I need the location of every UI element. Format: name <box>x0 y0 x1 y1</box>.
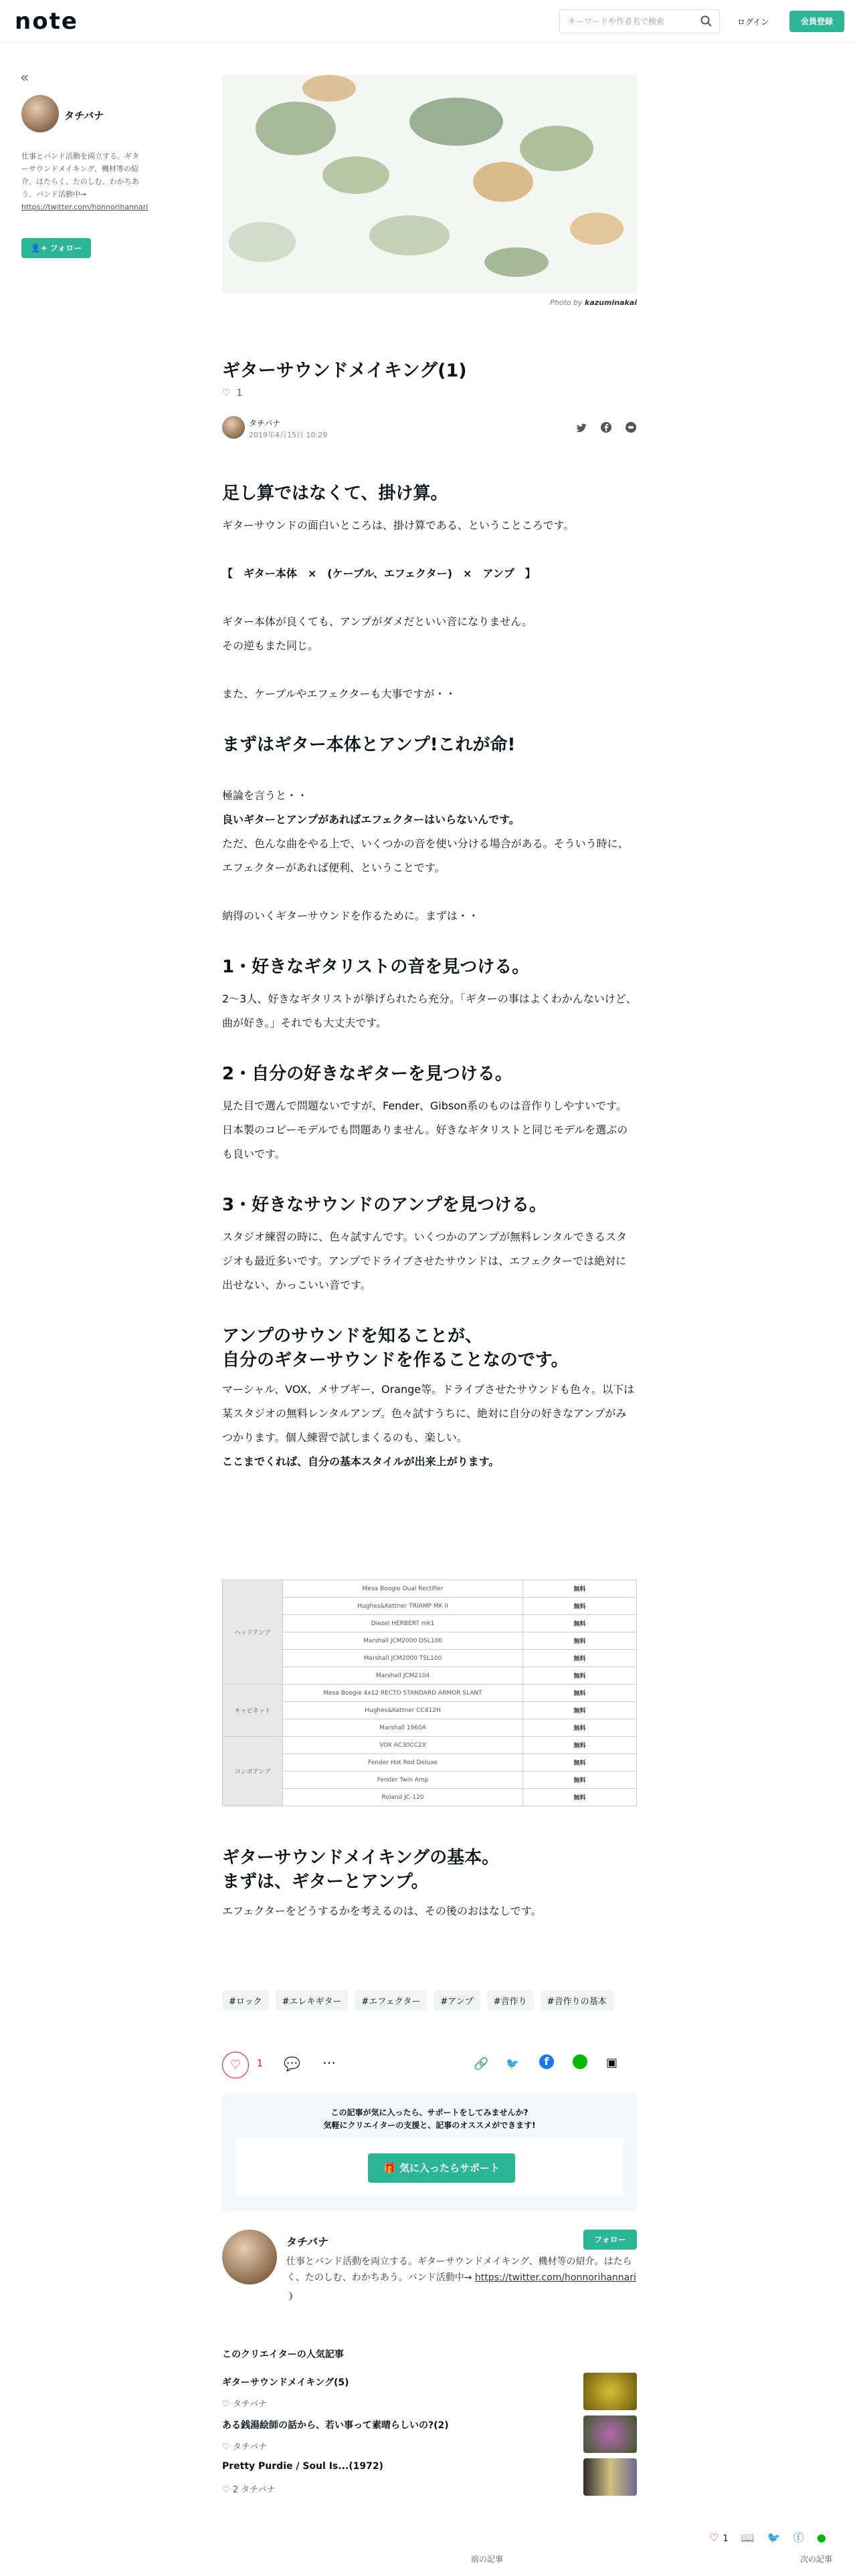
paragraph: 極論を言うと・・ <box>222 789 308 802</box>
next-label[interactable]: 次の記事 <box>799 2555 832 2564</box>
popular-meta <box>222 2440 267 2452</box>
popular-title[interactable]: Pretty Purdie / Soul Is...(1972) <box>222 2461 383 2472</box>
amp-model: Marshall JCM2000 TSL100 <box>283 1650 523 1667</box>
amp-price: 無料 <box>523 1789 637 1806</box>
search-placeholder: キーワードや作者名で検索 <box>568 17 665 26</box>
heart-icon: ♡ <box>222 388 231 399</box>
paragraph: その逆もまた同じ。 <box>222 639 319 652</box>
support-button[interactable] <box>368 2153 515 2183</box>
heading-1: 足し算ではなくて、掛け算。 <box>222 484 448 504</box>
title-like-count: 1 <box>236 388 243 399</box>
tag-list <box>222 1990 620 2011</box>
popular-meta <box>222 2482 275 2495</box>
credit-name[interactable]: kazuminakai <box>585 298 637 307</box>
signup-button[interactable]: 会員登録 <box>789 11 844 32</box>
hero-image <box>222 75 637 293</box>
sidebar-bio-link[interactable]: https://twitter.com/honnorihannari <box>21 203 149 211</box>
paragraph: ただ、色んな曲をやる上で、いくつかの音を使い分ける場合がある。そういう時に、エフェクターがあれば便利、ということです。 <box>222 837 629 874</box>
amp-row <box>223 1702 637 1719</box>
paragraph: 見た目で選んで問題ないですが、Fender、Gibson系のものは音作りしやすいです。日本製のコピーモデルでも問題ありません。好きなギタリストと同じモデルを選ぶのも良いです。 <box>222 1099 628 1160</box>
amp-price: 無料 <box>523 1632 637 1650</box>
profile-bio <box>286 2254 637 2304</box>
heart-icon[interactable]: ♡ <box>222 2485 230 2495</box>
floating-action-bar <box>709 2529 836 2545</box>
amp-group: コンボアンプ <box>223 1737 283 1806</box>
amp-row <box>223 1737 637 1754</box>
heading-6a: アンプのサウンドを知ることが、 <box>222 1326 482 1346</box>
float-twitter-icon[interactable]: 🐦 <box>767 2531 781 2544</box>
like-count: 1 <box>257 2058 263 2069</box>
comment-icon[interactable]: 💬 <box>284 2056 300 2072</box>
user-plus-icon: 👤+ <box>30 243 47 253</box>
amp-price: 無料 <box>523 1737 637 1754</box>
sidebar-name[interactable]: タチバナ <box>64 110 104 122</box>
formula-text: 【 ギター本体 × (ケーブル、エフェクター) × アンプ 】 <box>222 567 536 580</box>
amp-price: 無料 <box>523 1772 637 1789</box>
heading-6b: 自分のギターサウンドを作ることなのです。 <box>222 1350 569 1370</box>
popular-author: タチバナ <box>232 2399 268 2409</box>
amp-row <box>223 1754 637 1772</box>
heading-7b: まずは、ギターとアンプ。 <box>222 1872 429 1892</box>
amp-model: Marshall 1960A <box>283 1719 523 1737</box>
sidebar-follow-label: フォロー <box>50 243 82 253</box>
support-inner <box>235 2137 624 2196</box>
amp-table <box>222 1580 637 1806</box>
article-body-end <box>222 1846 637 1923</box>
support-text <box>222 2107 637 2132</box>
popular-thumbnail[interactable] <box>583 2458 637 2496</box>
heading-3: 1・好きなギタリストの音を見つける。 <box>222 957 530 977</box>
profile-follow-button[interactable]: フォロー <box>583 2230 637 2250</box>
amp-price: 無料 <box>523 1685 637 1702</box>
popular-author: タチバナ <box>241 2485 276 2495</box>
amp-row <box>223 1580 637 1598</box>
top-share-buttons <box>566 421 637 436</box>
link-icon[interactable]: 🔗 <box>474 2057 489 2071</box>
amp-model: Mesa Boogie Dual Rectifier <box>283 1580 523 1598</box>
amp-price: 無料 <box>523 1580 637 1598</box>
float-line-icon[interactable]: ● <box>816 2531 826 2544</box>
amp-model: Roland JC-120 <box>283 1789 523 1806</box>
float-magazine-icon[interactable]: 📖 <box>741 2531 755 2544</box>
popular-thumbnail[interactable] <box>583 2416 637 2453</box>
float-like-count: 1 <box>723 2534 729 2544</box>
amp-row <box>223 1598 637 1615</box>
amp-model: Marshall JCM2104 <box>283 1667 523 1685</box>
credit-prefix: Photo by <box>550 298 583 307</box>
float-facebook-icon[interactable]: ⓕ <box>793 2531 804 2544</box>
popular-heading: このクリエイターの人気記事 <box>222 2349 344 2360</box>
popular-author: タチバナ <box>232 2442 268 2452</box>
heading-5: 3・好きなサウンドのアンプを見つける。 <box>222 1195 547 1215</box>
amp-model: Marshall JCM2000 DSL100 <box>283 1632 523 1650</box>
author-name[interactable]: タチバナ <box>249 419 281 428</box>
twitter-icon[interactable] <box>575 423 587 436</box>
rss-icon[interactable]: ❩ <box>286 2291 294 2302</box>
amp-price: 無料 <box>523 1667 637 1685</box>
heading-2: まずはギター本体とアンプ!これが命! <box>222 735 516 755</box>
more-icon[interactable]: ⋯ <box>322 2054 336 2070</box>
line-share-icon[interactable] <box>573 2054 587 2069</box>
top-header <box>0 0 859 43</box>
popular-item[interactable] <box>222 2375 637 2416</box>
popular-thumbnail[interactable] <box>583 2373 637 2410</box>
paragraph: マーシャル、VOX、メサブギー、Orange等。ドライブさせたサウンドも色々。以下は某スタジオの無料レンタルアンプ。色々試すうちに、絶対に自分の好きなアンプがみつかります。個人練習で試しまくるのも、楽しい。 <box>222 1383 635 1444</box>
search-icon[interactable] <box>700 15 712 27</box>
heading-4: 2・自分の好きなギターを見つける。 <box>222 1064 512 1084</box>
tag-chip[interactable]: #音作り <box>487 1990 534 2011</box>
amp-model: Fender Hot Rod Deluxe <box>283 1754 523 1772</box>
sidebar-bio <box>21 150 149 213</box>
twitter-share-icon[interactable]: 🐦 <box>506 2057 519 2070</box>
amp-row <box>223 1719 637 1737</box>
like-button[interactable]: ♡ <box>222 2052 249 2078</box>
sidebar-avatar[interactable] <box>21 95 59 132</box>
amp-price: 無料 <box>523 1719 637 1737</box>
login-link[interactable]: ログイン <box>737 17 769 27</box>
photo-credit <box>550 298 637 307</box>
line-icon[interactable] <box>625 421 637 436</box>
sidebar-follow-button[interactable] <box>21 238 91 258</box>
amp-model: VOX AC30CC2X <box>283 1737 523 1754</box>
amp-model: Hughes&Kettner CC412H <box>283 1702 523 1719</box>
bold-paragraph: 良いギターとアンプがあればエフェクターはいらないんです。 <box>222 813 520 826</box>
paragraph: スタジオ練習の時に、色々試すんです。いくつかのアンプが無料レンタルできるスタジオも最近多いです。アンプでドライブさせたサウンドは、エフェクターでは絶対に出せない、かっこいい音です。 <box>222 1230 628 1291</box>
search-input[interactable] <box>559 9 720 33</box>
amp-price: 無料 <box>523 1754 637 1772</box>
amp-price: 無料 <box>523 1598 637 1615</box>
amp-price: 無料 <box>523 1702 637 1719</box>
sidebar <box>20 70 149 253</box>
popular-title[interactable]: ギターサウンドメイキング(5) <box>222 2377 349 2388</box>
paragraph: ギター本体が良くても、アンプがダメだといい音になりません。 <box>222 615 533 628</box>
tag-chip[interactable]: #音作りの基本 <box>541 1990 613 2011</box>
action-bar <box>222 2052 637 2078</box>
amp-row <box>223 1772 637 1789</box>
amp-model: Hughes&Kettner TRIAMP MK II <box>283 1598 523 1615</box>
prev-label[interactable]: 前の記事 <box>471 2555 504 2564</box>
heart-icon[interactable]: ♡ <box>222 2442 230 2452</box>
support-line-2: 気軽にクリエイターの支援と、記事のオススメができます! <box>323 2121 536 2130</box>
facebook-share-icon[interactable]: f <box>539 2054 554 2069</box>
sidebar-bio-text: 仕事とバンド活動を両立する。ギターサウンドメイキング、機材等の紹介。はたらく、たのしむ、わかちあう。バンド活動中→ <box>21 152 139 199</box>
tag-chip[interactable]: #エレキギター <box>276 1990 349 2011</box>
note-logo[interactable]: note <box>15 8 78 35</box>
embed-icon[interactable]: ▣ <box>606 2056 618 2070</box>
article-title: ギターサウンドメイキング(1) <box>222 360 467 381</box>
heading-7a: ギターサウンドメイキングの基本。 <box>222 1848 500 1868</box>
popular-meta <box>222 2397 267 2409</box>
facebook-icon[interactable] <box>600 421 612 436</box>
amp-row <box>223 1650 637 1667</box>
paragraph: ギターサウンドの面白いところは、掛け算である、ということころです。 <box>222 519 575 532</box>
tag-chip[interactable]: #エフェクター <box>355 1990 427 2011</box>
popular-item[interactable] <box>222 2461 637 2501</box>
profile-name[interactable]: タチバナ <box>286 2236 329 2248</box>
amp-row <box>223 1789 637 1806</box>
paragraph: 納得のいくギターサウンドを作るために。まずは・・ <box>222 909 479 922</box>
popular-likes: 2 <box>232 2485 239 2495</box>
gift-icon: 🎁 <box>383 2162 396 2174</box>
support-line-1: この記事が気に入ったら、サポートをしてみませんか? <box>330 2108 529 2117</box>
amp-price: 無料 <box>523 1650 637 1667</box>
heart-icon[interactable]: ♡ <box>222 2399 230 2409</box>
amp-row <box>223 1685 637 1702</box>
amp-group: ヘッドアンプ <box>223 1580 283 1685</box>
collapse-sidebar-icon[interactable]: « <box>20 70 29 86</box>
amp-model: Mesa Boogie 4x12 RECTO STANDARD ARMOR SLANT <box>283 1685 523 1702</box>
profile-avatar[interactable] <box>222 2230 277 2284</box>
amp-model: Fender Twin Amp <box>283 1772 523 1789</box>
article-body <box>222 481 637 1474</box>
support-button-label: 気に入ったらサポート <box>399 2162 500 2174</box>
paragraph: 2〜3人、好きなギタリストが挙げられたら充分。「ギターの事はよくわかんないけど、曲が好き。」それでも大丈夫です。 <box>222 992 637 1029</box>
bold-paragraph: ここまでくれば、自分の基本スタイルが出来上がります。 <box>222 1455 500 1468</box>
amp-group: キャビネット <box>223 1685 283 1737</box>
amp-model: Diezel HERBERT mk1 <box>283 1615 523 1632</box>
paragraph: また、ケーブルやエフェクターも大事ですが・・ <box>222 687 456 700</box>
support-box <box>222 2093 637 2211</box>
amp-price: 無料 <box>523 1615 637 1632</box>
amp-row <box>223 1667 637 1685</box>
float-heart-icon[interactable]: ♡ <box>709 2531 719 2544</box>
title-likes[interactable] <box>222 388 242 399</box>
publish-date: 2019年4月15日 10:29 <box>249 431 328 439</box>
tag-chip[interactable]: #アンプ <box>434 1990 480 2011</box>
amp-row <box>223 1632 637 1650</box>
profile-bio-text: 仕事とバンド活動を両立する。ギターサウンドメイキング、機材等の紹介。はたらく、たのしむ、わかちあう。バンド活動中→ <box>286 2256 632 2283</box>
amp-row <box>223 1615 637 1632</box>
author-avatar[interactable] <box>222 416 245 439</box>
popular-item[interactable] <box>222 2418 637 2458</box>
paragraph: エフェクターをどうするかを考えるのは、その後のおはなしです。 <box>222 1905 542 1917</box>
tag-chip[interactable]: #ロック <box>222 1990 269 2011</box>
profile-bio-link[interactable]: https://twitter.com/honnorihannari <box>474 2272 636 2283</box>
popular-title[interactable]: ある銭湯絵師の話から、若い事って素晴らしいの?(2) <box>222 2420 449 2431</box>
